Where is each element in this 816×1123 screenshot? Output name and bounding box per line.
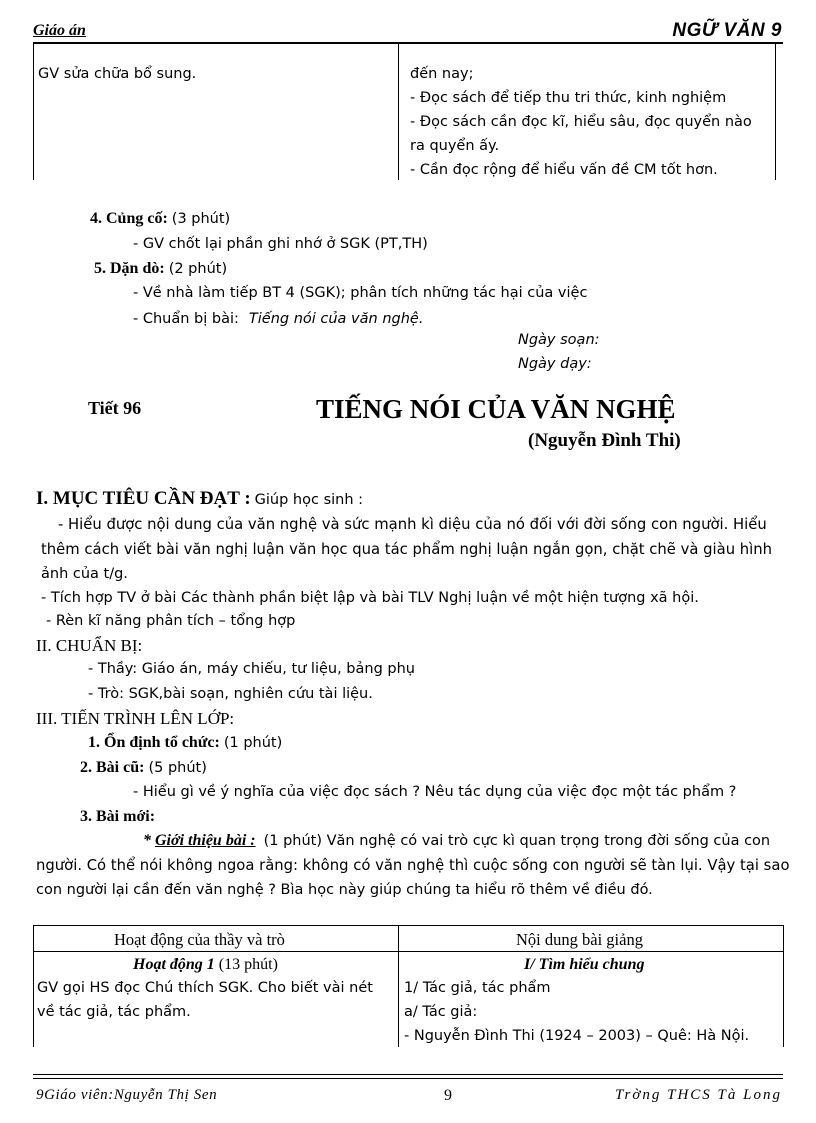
footer-rule-2 <box>33 1078 783 1079</box>
footer-page-number: 9 <box>444 1087 452 1104</box>
dan-do-line <box>94 260 227 278</box>
activity-line-2: về tác giả, tác phẩm. <box>37 1004 191 1020</box>
content-line-2: a/ Tác giả: <box>404 1004 478 1020</box>
objective-line: - Rèn kĩ năng phân tích – tổng hợp <box>46 613 296 629</box>
old-lesson-question: - Hiểu gì về ý nghĩa của việc đọc sách ? Nêu tác dụng của việc đọc một tác phẩm ? <box>133 784 737 800</box>
section-3-heading: III. TIẾN TRÌNH LÊN LỚP: <box>36 709 235 728</box>
intro-star: * <box>143 832 155 849</box>
content-line-3: - Nguyễn Đình Thi (1924 – 2003) – Quê: Hà Nội. <box>404 1028 750 1044</box>
prepare-label: - Chuẩn bị bài: <box>133 311 239 327</box>
dan-do-item-2 <box>133 310 423 328</box>
prep-student: - Trò: SGK,bài soạn, nghiên cứu tài liệu. <box>88 686 373 702</box>
footer-rule-1 <box>33 1074 783 1075</box>
cung-co-item: - GV chốt lại phần ghi nhớ ở SGK (PT,TH) <box>133 236 428 252</box>
footer-teacher: 9Giáo viên:Nguyễn Thị Sen <box>36 1087 218 1103</box>
section-1-heading: I. MỤC TIÊU CẦN ĐẠT : <box>36 488 251 509</box>
intro-text-2: người. Có thể nói không ngoa rằng: không có văn nghệ thì cuộc sống con người sẽ tàn lụi. Vậy tại sao <box>36 857 790 874</box>
section-2-heading: II. CHUẨN BỊ: <box>36 636 143 655</box>
date-taught: Ngày dạy: <box>518 356 592 372</box>
lesson-period: Tiết 96 <box>88 398 142 418</box>
lesson-table-header-border <box>33 951 783 952</box>
step-2-line <box>80 759 207 777</box>
activity-heading <box>133 956 278 974</box>
header-left-title: Giáo án <box>33 22 86 39</box>
step-1-line <box>88 734 282 752</box>
intro-text-1: (1 phút) Văn nghệ có vai trò cực kì quan trọng trong đời sống của con <box>263 833 771 849</box>
header-rule <box>33 42 783 44</box>
step-2-time: (5 phút) <box>148 760 207 776</box>
intro-label: Giới thiệu bài : <box>155 832 256 849</box>
top-right-line: - Đọc sách để tiếp thu tri thức, kinh nghiệm <box>410 90 727 106</box>
intro-text-3: con người lại cần đến văn nghệ ? Bìa học này giúp chúng ta hiểu rõ thêm về điều đó. <box>36 882 653 898</box>
step-2-label: 2. Bài cũ: <box>80 759 145 776</box>
section-1-heading-suffix: Giúp học sinh : <box>254 492 364 508</box>
intro-line-1 <box>143 832 770 850</box>
top-table-right-border <box>775 44 776 180</box>
activity-line-1: GV gọi HS đọc Chú thích SGK. Cho biết vài nét <box>37 980 373 996</box>
lesson-table-mid-border <box>398 925 399 1047</box>
step-3-label: 3. Bài mới: <box>80 808 156 825</box>
dan-do-item-1: - Về nhà làm tiếp BT 4 (SGK); phân tích những tác hại của việc <box>133 285 588 301</box>
objective-line: - Hiểu được nội dung của văn nghệ và sức mạnh kì diệu của nó đối với đời sống con người. Hiểu <box>58 516 767 533</box>
lesson-title: TIẾNG NÓI CỦA VĂN NGHỆ <box>316 394 676 424</box>
objective-line: thêm cách viết bài văn nghị luận văn học qua tác phẩm nghị luận ngắn gọn, chặt chẽ và giàu hình <box>41 541 773 558</box>
dan-do-label: 5. Dặn dò: <box>94 260 165 277</box>
section-1-heading-line <box>36 488 363 510</box>
lesson-table-top-border <box>33 925 783 926</box>
step-1-time: (1 phút) <box>223 735 283 751</box>
top-right-line: đến nay; <box>410 66 474 82</box>
col-header-activity: Hoạt động của thầy và trò <box>114 930 285 949</box>
header-subject: NGỮ VĂN 9 <box>672 20 782 41</box>
top-right-line: ra quyển ấy. <box>410 138 500 154</box>
activity-time: (13 phút) <box>218 956 278 973</box>
objective-line: ảnh của t/g. <box>41 566 128 582</box>
top-left-line: GV sửa chữa bổ sung. <box>38 66 197 82</box>
activity-title: Hoạt động 1 <box>133 956 215 973</box>
top-table-left-cell <box>38 62 196 86</box>
top-table-left-border <box>33 44 34 180</box>
top-right-line: - Cần đọc rộng để hiểu vấn đề CM tốt hơn. <box>410 162 718 178</box>
lesson-table-right-border <box>783 925 784 1047</box>
prepare-title: Tiếng nói của văn nghệ. <box>248 311 424 327</box>
dan-do-time: (2 phút) <box>168 261 228 277</box>
lesson-author: (Nguyễn Đình Thi) <box>528 430 681 451</box>
content-line-1: 1/ Tác giả, tác phẩm <box>404 980 551 996</box>
cung-co-time: (3 phút) <box>171 211 231 227</box>
content-title: I/ Tìm hiểu chung <box>524 956 645 973</box>
lesson-table-left-border <box>33 925 34 1047</box>
top-right-line: - Đọc sách cần đọc kĩ, hiểu sâu, đọc quyển nào <box>410 114 752 130</box>
step-1-label: 1. Ổn định tổ chức: <box>88 734 220 751</box>
footer-school: Trờng THCS Tà Long <box>615 1087 782 1103</box>
cung-co-line <box>90 210 230 228</box>
col-header-content: Nội dung bài giảng <box>516 930 643 949</box>
top-table-mid-border <box>398 44 399 180</box>
date-prepared: Ngày soạn: <box>518 332 600 348</box>
objective-line: - Tích hợp TV ở bài Các thành phần biệt lập và bài TLV Nghị luận về một hiện tượng xã hội. <box>41 590 699 606</box>
cung-co-label: 4. Củng cố: <box>90 210 168 227</box>
top-table-right-cell <box>410 62 752 182</box>
prep-teacher: - Thầy: Giáo án, máy chiếu, tư liệu, bảng phụ <box>88 661 415 677</box>
